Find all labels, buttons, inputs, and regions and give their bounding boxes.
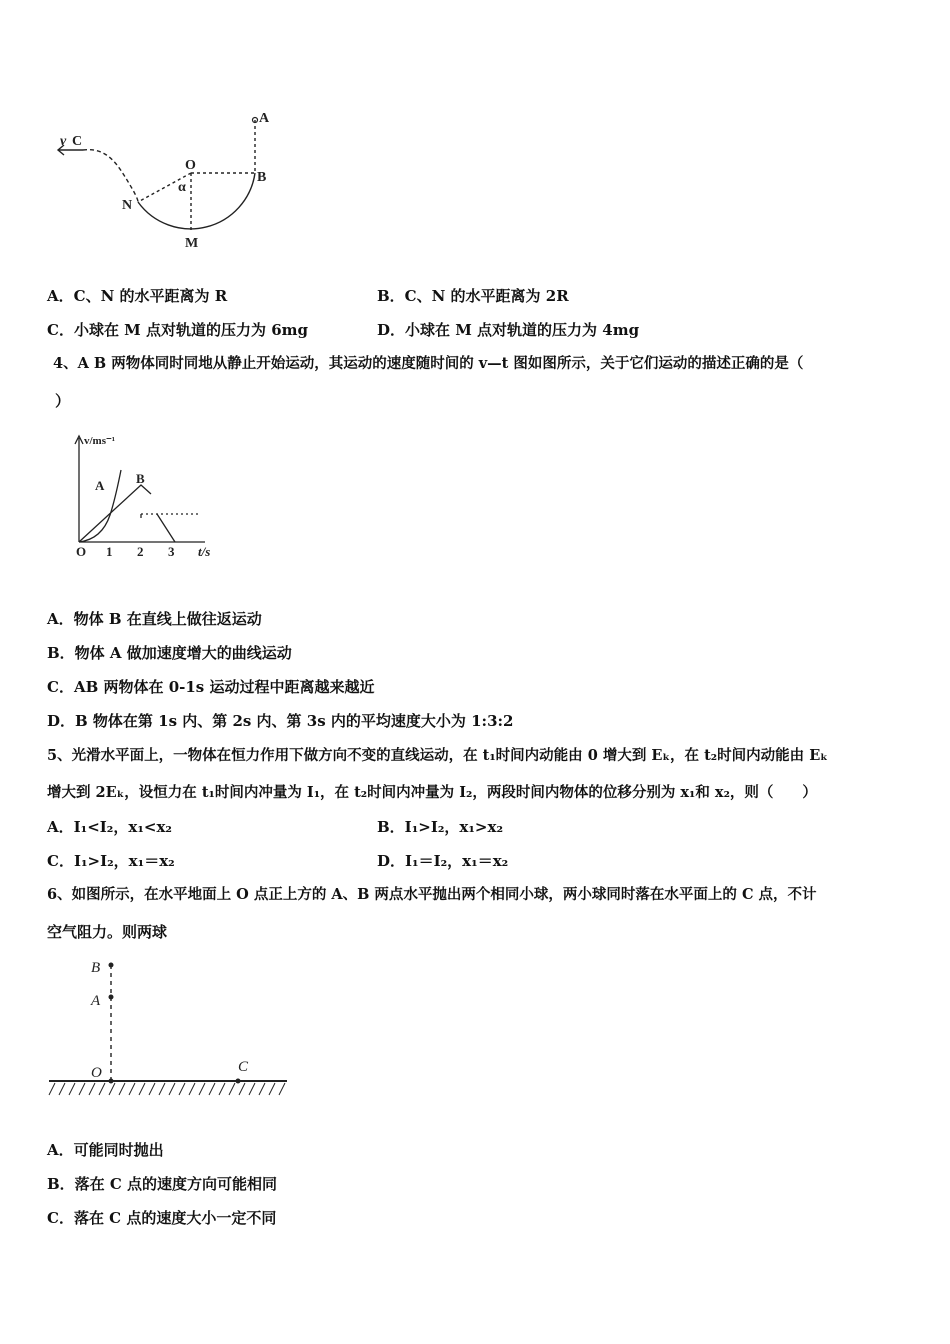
q5-option-c: C．I₁>I₂，x₁＝x₂ <box>47 852 175 870</box>
graph-xlabel: t/s <box>198 544 211 559</box>
projectile-figure <box>45 955 295 1105</box>
q4-option-c: C．AB 两物体在 0-1s 运动过程中距离越来越近 <box>47 678 375 696</box>
label-alpha: α <box>178 180 186 195</box>
q3-option-c: C．小球在 M 点对轨道的压力为 6mg <box>47 321 309 339</box>
graph-label-b: B <box>136 471 145 486</box>
q6-option-c: C．落在 C 点的速度大小一定不同 <box>47 1209 277 1227</box>
graph-label-a: A <box>95 478 105 493</box>
q3-option-a: A．C、N 的水平距离为 R <box>47 287 228 305</box>
graph-ylabel: v/ms⁻¹ <box>84 435 116 447</box>
q3-option-b: B．C、N 的水平距离为 2R <box>377 287 569 305</box>
graph-tick-2: 2 <box>137 544 144 559</box>
q4-option-a: A．物体 B 在直线上做往返运动 <box>47 610 262 628</box>
fig3-label-o: O <box>91 1065 102 1081</box>
label-a: A <box>259 111 270 126</box>
q4-stem-line1: 4、A B 两物体同时同地从静止开始运动，其运动的速度随时间的 v—t 图如图所示，关于它们运动的描述正确的是（ <box>53 355 804 372</box>
q4-option-d: D．B 物体在第 1s 内、第 2s 内、第 3s 内的平均速度大小为 1:3:2 <box>47 712 514 730</box>
graph-tick-1: 1 <box>106 544 113 559</box>
q5-stem-line2: 增大到 2Eₖ，设恒力在 t₁时间内冲量为 I₁，在 t₂时间内冲量为 I₂，两段时间内物体的位移分别为 x₁和 x₂，则（ ） <box>47 784 817 801</box>
fig3-label-b: B <box>91 960 101 976</box>
q5-option-b: B．I₁>I₂，x₁>x₂ <box>377 818 504 836</box>
label-v: v <box>60 134 67 149</box>
q4-option-b: B．物体 A 做加速度增大的曲线运动 <box>47 644 292 662</box>
q6-option-b: B．落在 C 点的速度方向可能相同 <box>47 1175 278 1193</box>
vt-graph <box>65 430 225 560</box>
label-m: M <box>185 236 199 250</box>
q6-stem-line2: 空气阻力。则两球 <box>47 923 168 941</box>
graph-tick-3: 3 <box>168 544 175 559</box>
label-b: B <box>257 170 267 185</box>
fig3-label-c: C <box>238 1059 249 1075</box>
q5-stem-line1: 5、光滑水平面上，一物体在恒力作用下做方向不变的直线运动，在 t₁时间内动能由 0 增大到 Eₖ，在 t₂时间内动能由 Eₖ <box>47 747 828 764</box>
q6-option-a: A．可能同时抛出 <box>47 1141 164 1159</box>
fig3-label-a: A <box>91 993 101 1009</box>
label-o: O <box>185 158 196 173</box>
q5-option-a: A．I₁<I₂，x₁<x₂ <box>47 818 172 836</box>
q3-option-d: D．小球在 M 点对轨道的压力为 4mg <box>377 321 640 339</box>
q6-stem-line1: 6、如图所示，在水平地面上 O 点正上方的 A、B 两点水平抛出两个相同小球，两小球同时落在水平面上的 C 点，不计 <box>47 886 817 903</box>
track-figure <box>48 105 288 250</box>
q4-stem-line2: ） <box>55 392 71 410</box>
graph-origin: O <box>76 544 87 559</box>
label-n: N <box>122 198 133 213</box>
q5-option-d: D．I₁＝I₂，x₁＝x₂ <box>377 852 509 870</box>
label-c: C <box>72 134 83 149</box>
